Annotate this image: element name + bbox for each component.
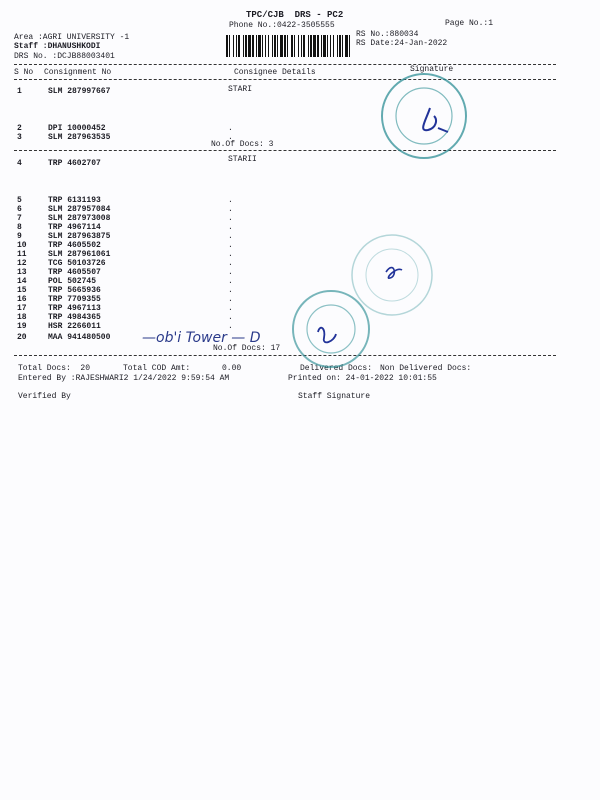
table-row: 9 SLM 287963875 . [17, 232, 233, 241]
table-row: 16 TRP 7709355 . [17, 295, 233, 304]
verified-by: Verified By [18, 392, 71, 401]
row-consignment: SLM 287997667 [48, 87, 111, 96]
divider [14, 150, 556, 151]
row-sno: 1 [17, 87, 22, 96]
group-doc-count: No.Of Docs: 17 [213, 344, 281, 353]
table-row: 18 TRP 4984365 . [17, 313, 233, 322]
delivered-docs: Delivered Docs: [300, 364, 373, 373]
column-header-consignee: Consignee Details [234, 68, 316, 77]
row-sno: 2 [17, 124, 22, 133]
total-docs: Total Docs: 20 [18, 364, 91, 373]
row-dot: . [228, 124, 233, 133]
row-consignment: SLM 287963535 [48, 133, 111, 142]
printed-on: Printed on: 24-01-2022 10:01:55 [288, 374, 437, 383]
consignee-name: STARII [228, 155, 257, 164]
table-row: 20 MAA 941480500 [17, 333, 111, 342]
entered-by: Entered By :RAJESHWARI2 1/24/2022 9:59:54 AM [18, 374, 230, 383]
barcode [226, 35, 350, 57]
staff-signature-label: Staff Signature [298, 392, 371, 401]
total-cod-label: Total COD Amt: [123, 364, 191, 373]
table-row: 15 TRP 5665936 . [17, 286, 233, 295]
area-label: Area :AGRI UNIVERSITY -1 [14, 33, 130, 42]
column-header-signature: Signature [410, 65, 454, 74]
table-row: 11 SLM 287961061 . [17, 250, 233, 259]
row-dot: . [228, 133, 233, 142]
handwritten-note: —ob'i Tower — D [142, 330, 261, 346]
table-row: 6 SLM 287957084 . [17, 205, 233, 214]
table-row: 5 TRP 6131193 . [17, 196, 233, 205]
rs-date: RS Date:24-Jan-2022 [356, 39, 448, 48]
table-row: 8 TRP 4967114 . [17, 223, 233, 232]
table-row: 12 TCG 50103726 . [17, 259, 233, 268]
group-doc-count: No.Of Docs: 3 [211, 140, 274, 149]
row-sno: 4 [17, 159, 22, 168]
column-header-sno: S No [14, 68, 34, 77]
table-row [14, 159, 274, 168]
total-cod-amount: 0.00 [222, 364, 242, 373]
page-number: Page No.:1 [445, 19, 494, 28]
non-delivered-docs: Non Delivered Docs: [380, 364, 472, 373]
table-row: 17 TRP 4967113 . [17, 304, 233, 313]
phone-number: Phone No.:0422-3505555 [229, 21, 335, 30]
table-row: 14 POL 502745 . [17, 277, 233, 286]
row-consignment: DPI 10000452 [48, 124, 106, 133]
stamp-seal [290, 288, 372, 370]
table-row: 7 SLM 287973008 . [17, 214, 233, 223]
table-row: 10 TRP 4605502 . [17, 241, 233, 250]
divider [14, 355, 556, 356]
drs-number: DRS No. :DCJB88003401 [14, 52, 115, 61]
table-row: 19 HSR 2266011 . [17, 322, 233, 331]
staff-label: Staff :DHANUSHKODI [14, 42, 101, 51]
divider [14, 64, 556, 65]
table-row: 13 TRP 4605507 . [17, 268, 233, 277]
row-consignment: TRP 4602707 [48, 159, 101, 168]
row-sno: 3 [17, 133, 22, 142]
divider [14, 79, 556, 80]
stamp-seal [378, 70, 470, 162]
table-row [14, 124, 274, 133]
consignee-name: STARI [228, 85, 253, 94]
column-header-consignment: Consignment No [44, 68, 112, 77]
table-row [14, 87, 274, 96]
document-title: TPC/CJB DRS - PC2 [246, 10, 344, 20]
rs-number: RS No.:880034 [356, 30, 419, 39]
